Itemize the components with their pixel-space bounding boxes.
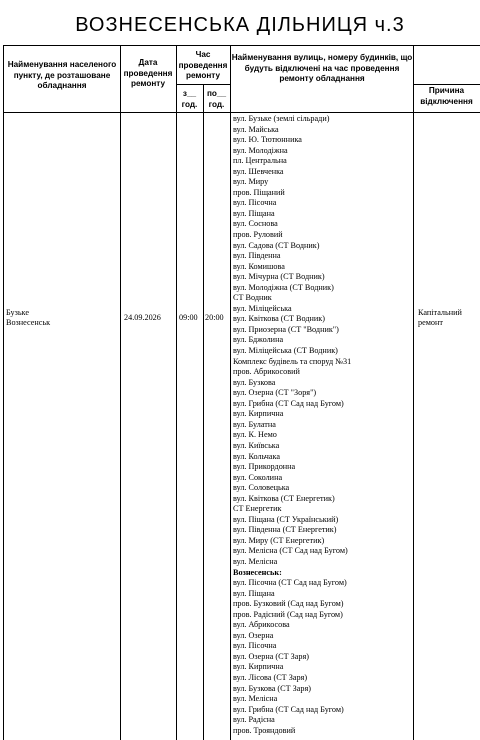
street-item: Комплекс будівель та споруд №31	[233, 356, 352, 366]
date-cell: 24.09.2026	[124, 313, 161, 322]
street-item: вул. Міліцейська (СТ Водник)	[233, 346, 338, 356]
reason-text: ремонт	[418, 318, 443, 327]
street-item: СТ Водник	[233, 293, 272, 303]
header-reason: Причина відключення	[420, 86, 473, 106]
street-item: пров. Піщаний	[233, 187, 285, 197]
street-item: пров. Трояндовий	[233, 725, 296, 735]
street-item: вул. Бузкова	[233, 377, 276, 387]
street-item: вул. Молодіжна	[233, 145, 288, 155]
column-divider	[230, 45, 231, 740]
street-item: вул. Південна	[233, 251, 281, 261]
street-item: пров. Руловий	[233, 230, 283, 240]
column-divider	[120, 45, 121, 740]
street-item: вул. Радісна	[233, 715, 275, 725]
street-item: вул. Бузкова (СТ Заря)	[233, 683, 311, 693]
street-item: вул. Піщана	[233, 588, 275, 598]
street-item: вул. Мелісна (СТ Сад над Бугом)	[233, 546, 348, 556]
header-to: по__ год.	[206, 89, 227, 109]
streets-list	[233, 114, 351, 736]
table-border-top	[3, 45, 480, 46]
street-item: вул. Піщана	[233, 208, 275, 218]
street-item: вул. Озерна (СТ Заря)	[233, 651, 309, 661]
street-item: вул. Садова (СТ Водник)	[233, 240, 320, 250]
street-item: пл. Центральна	[233, 156, 287, 166]
street-item: вул. Квіткова (СТ Енергетик)	[233, 493, 335, 503]
street-item: вул. Молодіжна (СТ Водник)	[233, 282, 334, 292]
street-item: вул. Соловецька	[233, 483, 290, 493]
street-item: вул. Мічурна (СТ Водник)	[233, 272, 325, 282]
reason-header-divider	[413, 84, 480, 85]
street-item: вул. Прикордонна	[233, 462, 296, 472]
street-item: вул. Соснова	[233, 219, 278, 229]
page-title: ВОЗНЕСЕНСЬКА ДІЛЬНИЦЯ ч.3	[75, 14, 405, 36]
street-item: вул. Комишова	[233, 261, 285, 271]
street-item: вул. К. Немо	[233, 430, 277, 440]
header-bottom-border	[3, 112, 480, 113]
street-item: вул. Соколина	[233, 472, 283, 482]
reason-cell	[418, 308, 462, 328]
street-item: Вознесенськ:	[233, 567, 282, 577]
street-item: вул. Квіткова (СТ Водник)	[233, 314, 325, 324]
street-item: вул. Грибна (СТ Сад над Бугом)	[233, 398, 344, 408]
street-item: вул. Грибна (СТ Сад над Бугом)	[233, 704, 344, 714]
street-item: вул. Кольчака	[233, 451, 280, 461]
street-item: вул. Кирпична	[233, 409, 284, 419]
street-item: пров. Радісний (Сад над Бугом)	[233, 609, 343, 619]
header-time: Час проведення ремонту	[178, 50, 228, 80]
time-from-cell: 09:00	[179, 313, 198, 322]
street-item: вул. Бджолина	[233, 335, 284, 345]
street-item: вул. Абрикосова	[233, 620, 290, 630]
street-item: вул. Шевченка	[233, 166, 284, 176]
street-item: вул. Мелісна	[233, 694, 278, 704]
settlement-cell	[6, 308, 50, 328]
table-border-left	[3, 45, 4, 740]
street-item: вул. Київська	[233, 440, 280, 450]
street-item: вул. Міліцейська	[233, 303, 292, 313]
reason-text: Капітальний	[418, 308, 462, 317]
street-item: вул. Кирпична	[233, 662, 284, 672]
column-divider	[176, 45, 177, 740]
street-item: вул. Лісова (СТ Заря)	[233, 672, 308, 682]
header-streets: Найменування вулиць, номеру будинків, що будуть відключені на час проведення ремонту обладнання	[231, 53, 413, 83]
street-item: вул. Південна (СТ Енергетик)	[233, 525, 337, 535]
street-item: вул. Пісочна	[233, 198, 277, 208]
street-item: вул. Булатна	[233, 419, 276, 429]
street-item: вул. Миру (СТ Енергетик)	[233, 535, 325, 545]
street-item: вул. Озерна	[233, 630, 274, 640]
street-item: вул. Пісочна	[233, 641, 277, 651]
street-item: вул. Приозерна (СТ "Водник")	[233, 324, 339, 334]
settlement-name: Бузьке	[6, 308, 29, 317]
street-item: вул. Бузьке (землі сільради)	[233, 114, 330, 123]
street-item: СТ Енергетик	[233, 504, 282, 514]
settlement-name: Вознесенськ	[6, 318, 51, 327]
header-from: з__ год.	[181, 89, 198, 109]
header-settlement: Найменування населеного пункту, де розташоване обладнання	[7, 60, 117, 90]
street-item: пров. Бузковий (Сад над Бугом)	[233, 599, 344, 609]
column-divider	[203, 84, 204, 740]
time-to-cell: 20:00	[205, 313, 224, 322]
street-item: пров. Абрикосовий	[233, 367, 300, 377]
street-item: вул. Мелісна	[233, 556, 278, 566]
column-divider	[413, 45, 414, 740]
street-item: вул. Миру	[233, 177, 269, 187]
street-item: вул. Майська	[233, 124, 279, 134]
street-item: вул. Ю. Тютюнника	[233, 135, 302, 145]
street-item: вул. Озерна (СТ "Зоря")	[233, 388, 317, 398]
street-item: вул. Піщана (СТ Український)	[233, 514, 339, 524]
header-date: Дата проведення ремонту	[123, 58, 173, 88]
street-item: вул. Пісочна (СТ Сад над Бугом)	[233, 578, 347, 588]
